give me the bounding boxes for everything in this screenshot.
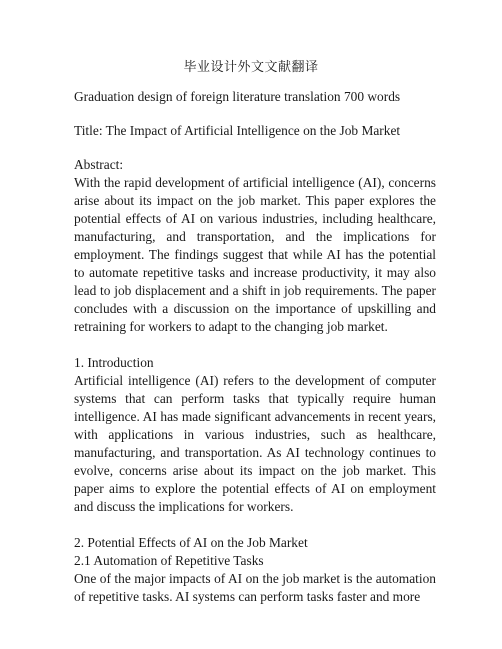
document-chinese-title: 毕业设计外文文献翻译 [183, 59, 319, 74]
section-1-heading: 1. Introduction [74, 355, 154, 370]
section-2-1-heading: 2.1 Automation of Repetitive Tasks [74, 553, 264, 568]
section-2-1-paragraph: One of the major impacts of AI on the job market is the automation of repetitive tasks. AI systems can perform tasks faster and more [74, 571, 436, 604]
section-1-paragraph: Artificial intelligence (AI) refers to the development of computer systems that can perform tasks that typically require human intelligence. AI has made significant advancements in recent years, with applications in various industries, such as healthcare, manufacturing, and transportation. As AI technology continues to evolve, concerns arise about its impact on the job market. This paper aims to explore the potential effects of AI on employment and discuss the implications for workers. [74, 373, 436, 514]
abstract-heading: Abstract: [74, 157, 124, 172]
document-subtitle: Graduation design of foreign literature translation 700 words [74, 89, 401, 104]
document-body [74, 58, 436, 606]
abstract-paragraph: With the rapid development of artificial intelligence (AI), concerns arise about its impact on the job market. This paper explores the potential effects of AI on various industries, including healthcare, manufacturing, and transportation, and the implications for employment. The findings suggest that while AI has the potential to automate repetitive tasks and increase productivity, it may also lead to job displacement and a shift in job requirements. The paper concludes with a discussion on the importance of upskilling and retraining for workers to adapt to the changing job market. [74, 175, 436, 334]
paper-title: Title: The Impact of Artificial Intelligence on the Job Market [74, 123, 401, 138]
section-2-heading: 2. Potential Effects of AI on the Job Market [74, 535, 308, 550]
